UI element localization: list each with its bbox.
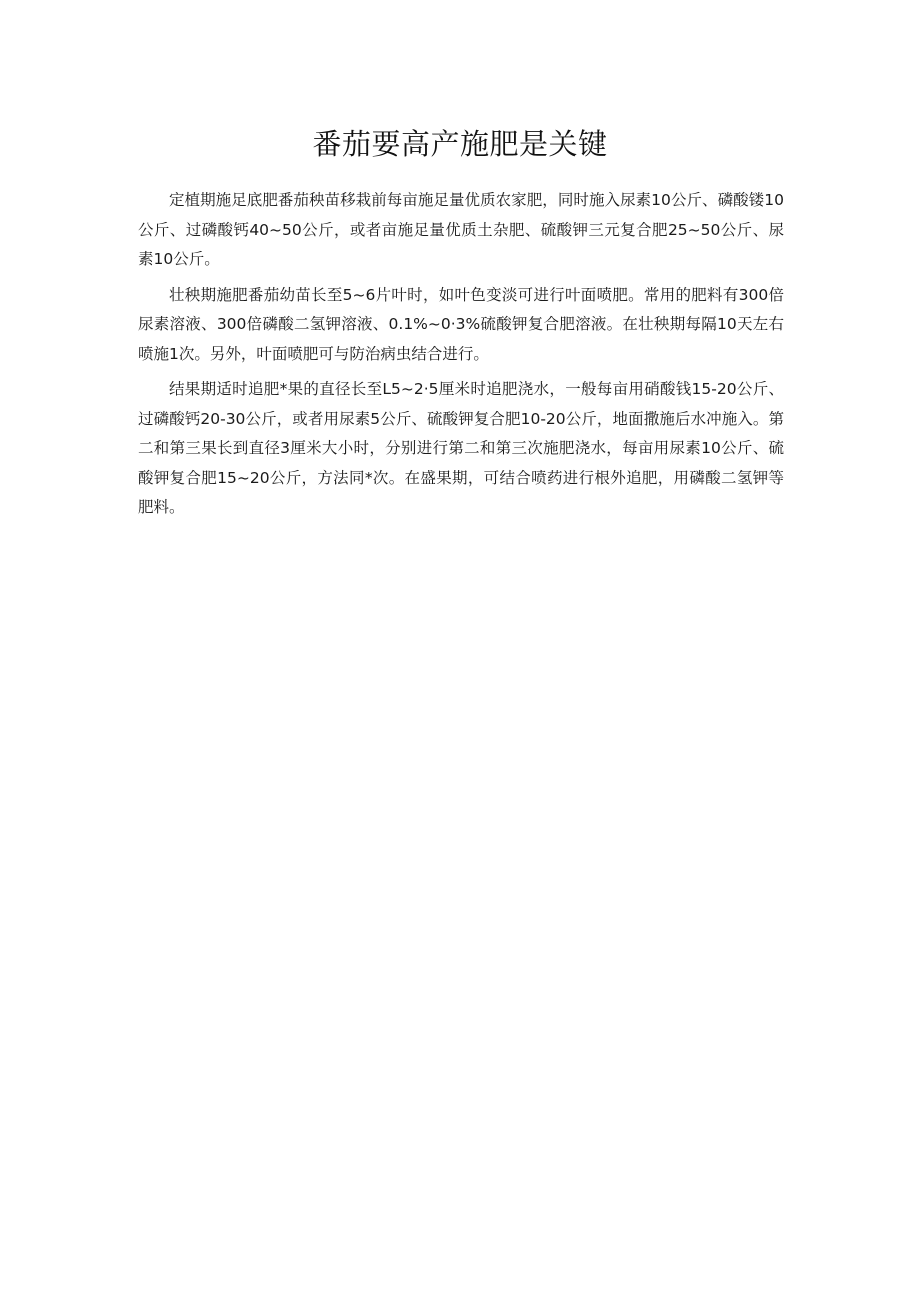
document-title: 番茄要高产施肥是关键: [312, 127, 608, 161]
paragraph-planting-fertilizer: 定植期施足底肥番茄秧苗移栽前每亩施足量优质农家肥，同时施入尿素10公斤、磷酸镂10公斤、过磷酸钙40~50公斤，或者亩施足量优质土杂肥、硫酸钾三元复合肥25~50公斤、尿素10公斤。: [138, 191, 784, 268]
document-body: [138, 186, 784, 523]
paragraph-seedling-fertilizer: 壮秧期施肥番茄幼苗长至5~6片叶时，如叶色变淡可进行叶面喷肥。常用的肥料有300倍尿素溶液、300倍磷酸二氢钾溶液、0.1%~0·3%硫酸钾复合肥溶液。在壮秧期每隔10天左右喷施1次。另外，叶面喷肥可与防治病虫结合进行。: [138, 285, 784, 363]
paragraph-fruiting-fertilizer: 结果期适时追肥*果的直径长至L5~2·5厘米时追肥浇水，一般每亩用硝酸钱15-20公斤、过磷酸钙20-30公斤，或者用尿素5公斤、硫酸钾复合肥10-20公斤，地面撒施后水冲施入。第二和第三果长到直径3厘米大小时，分别进行第二和第三次施肥浇水，每亩用尿素10公斤、硫酸钾复合肥15~20公斤，方法同*次。在盛果期，可结合喷药进行根外追肥，用磷酸二氢钾等肥料。: [138, 380, 784, 516]
